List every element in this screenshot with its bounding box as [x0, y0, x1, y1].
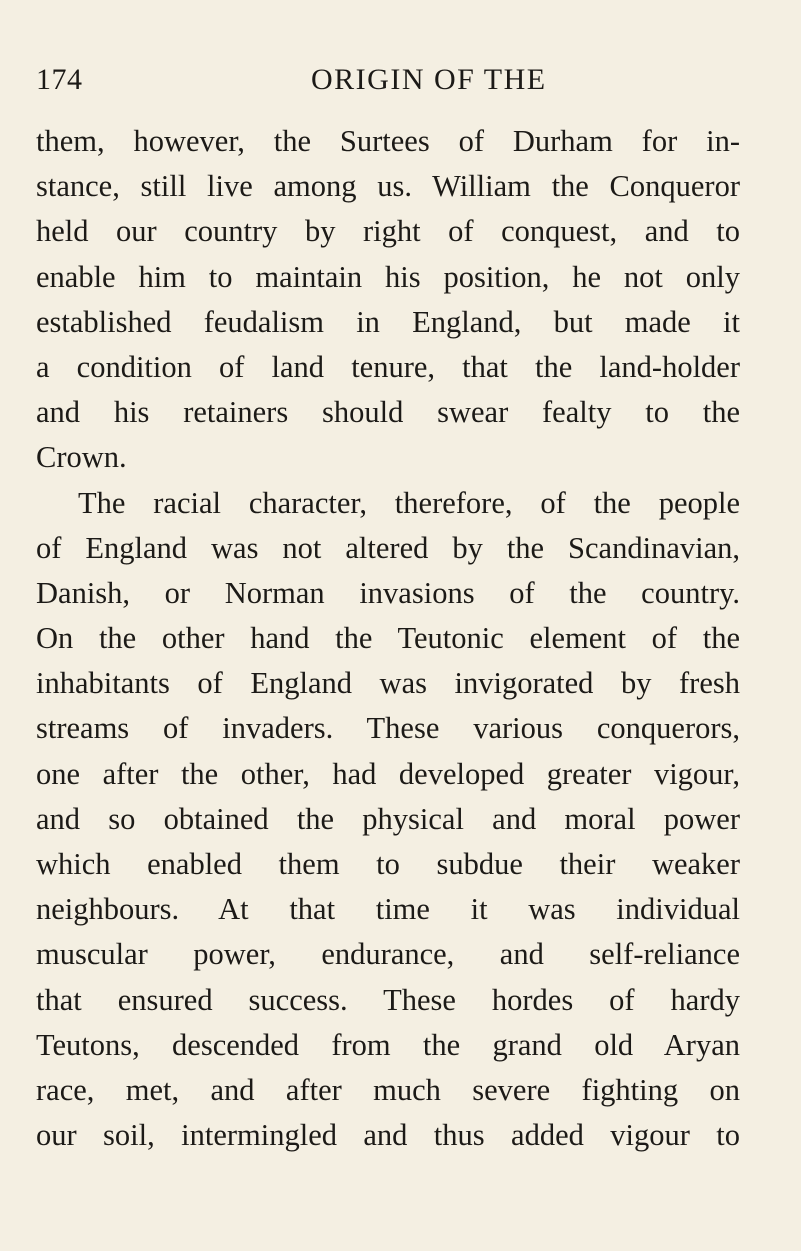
page-number: 174	[36, 63, 83, 96]
text-line: one after the other, had developed greater vigour,	[36, 756, 740, 791]
text-line-paragraph-end: Crown.	[36, 440, 127, 475]
body-text	[36, 119, 740, 1158]
text-line: of England was not altered by the Scandinavian,	[36, 530, 740, 565]
text-line: held our country by right of conquest, and to	[36, 214, 740, 249]
text-line: race, met, and after much severe fighting on	[36, 1072, 740, 1107]
text-line: them, however, the Surtees of Durham for in-	[36, 124, 740, 158]
text-line: Teutons, descended from the grand old Aryan	[36, 1027, 740, 1062]
text-line: and his retainers should swear fealty to the	[36, 395, 740, 430]
running-head: ORIGIN OF THE	[311, 63, 547, 96]
text-line: neighbours. At that time it was individual	[36, 892, 740, 927]
text-line: enable him to maintain his position, he not only	[36, 259, 740, 294]
text-line: streams of invaders. These various conquerors,	[36, 711, 740, 746]
text-line: established feudalism in England, but made it	[36, 304, 740, 339]
text-line: our soil, intermingled and thus added vigour to	[36, 1118, 740, 1153]
text-line-paragraph-start: The racial character, therefore, of the people	[78, 485, 740, 520]
text-line: Danish, or Norman invasions of the country.	[36, 575, 740, 610]
text-line: which enabled them to subdue their weaker	[36, 847, 740, 881]
text-line: On the other hand the Teutonic element of the	[36, 621, 740, 656]
text-line: that ensured success. These hordes of hardy	[36, 982, 740, 1017]
text-line: inhabitants of England was invigorated by fresh	[36, 666, 740, 701]
text-line: stance, still live among us. William the Conqueror	[36, 169, 740, 204]
text-line: a condition of land tenure, that the land-holder	[36, 349, 740, 384]
page-header	[36, 60, 740, 100]
text-line: muscular power, endurance, and self-reliance	[36, 937, 740, 972]
text-line: and so obtained the physical and moral power	[36, 801, 740, 836]
